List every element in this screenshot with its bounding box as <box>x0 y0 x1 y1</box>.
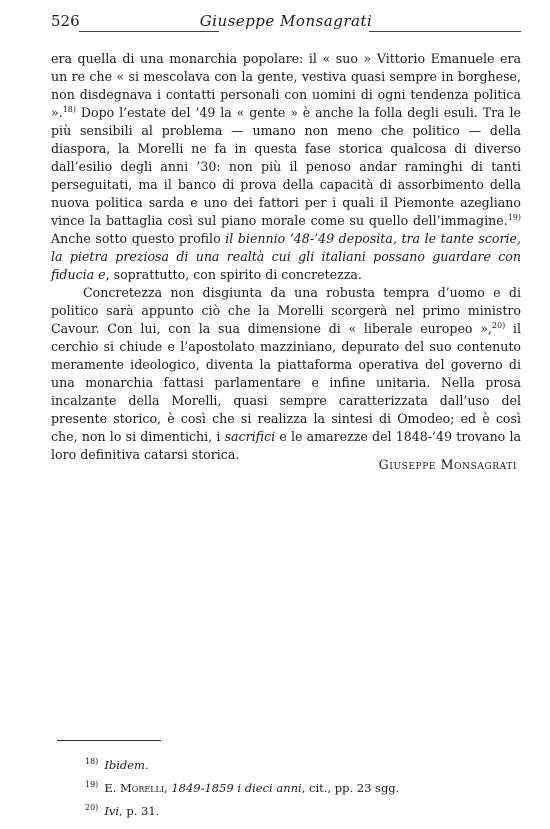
body-text <box>51 50 521 464</box>
footnote-title: 1849-1859 i dieci anni <box>171 781 302 795</box>
text-run: e le amarezze del 1848-’49 trovano la loro definitiva catarsi storica. <box>51 429 521 462</box>
header-rule-right <box>369 31 521 32</box>
paragraph-2 <box>51 284 521 464</box>
text-run: Anche sotto questo profilo <box>51 231 226 246</box>
footnote-number: 20) <box>85 803 99 813</box>
footnotes <box>85 754 505 823</box>
footnote-19 <box>85 777 505 800</box>
footnote-number: 19) <box>85 780 99 790</box>
page-number: 526 <box>51 12 80 30</box>
footnote-18 <box>85 754 505 777</box>
italic-run: sacrifici <box>224 429 276 444</box>
footnote-ref-18[interactable]: 18) <box>62 104 77 114</box>
italic-run: il biennio ’48-’49 deposita, tra le tante scorie, la pietra preziosa di una realtà cui gli italiani possano guardare con fiducia e <box>51 231 521 282</box>
running-head: Giuseppe Monsagrati <box>199 12 373 30</box>
footnote-20 <box>85 800 505 823</box>
footnote-text: , cit., pp. 23 sgg. <box>301 781 400 795</box>
footnote-text: , p. 31. <box>119 804 160 818</box>
footnote-text: Ibidem. <box>104 758 149 772</box>
page-header <box>51 12 521 32</box>
footnote-divider <box>57 740 161 741</box>
footnote-author: Morelli <box>120 781 165 795</box>
text-run: il cerchio si chiude e l’apostolato mazziniano, depurato del suo contenuto meramente ideologico, diventa la piattaforma operativa del governo di una monarchia fattasi parlamentare e infine unitaria. Nella prosa incalzante della Morelli, quasi sempre caratterizzata dall’uso del presente storico, è così che si realizza la sintesi di Omodeo; ed è così che, non lo si dimentichi, i <box>51 321 521 444</box>
text-run: Concretezza non disgiunta da una robusta tempra d’uomo e di politico sarà appunto ciò che la Morelli scorgerà nel primo ministro Cavour. Con lui, con la sua dimensione di « liberale europeo », <box>51 285 521 336</box>
paragraph-1 <box>51 50 521 284</box>
header-rule-left <box>79 31 219 32</box>
text-run: era quella di una monarchia popolare: il « suo » Vittorio Emanuele era un re che « si mescolava con la gente, vestiva quasi sempre in borghese, non disdegnava i contatti personali con uomini di ogni tendenza politica ». <box>51 51 521 120</box>
footnote-text: Ivi <box>104 804 120 818</box>
footnote-text: , <box>164 781 172 795</box>
footnote-number: 18) <box>85 757 99 767</box>
author-signature: Giuseppe Monsagrati <box>378 457 517 472</box>
footnote-ref-20[interactable]: 20) <box>491 320 506 330</box>
footnote-ref-19[interactable]: 19) <box>507 212 521 222</box>
text-run: Dopo l’estate del ’49 la « gente » è anche la folla degli esuli. Tra le più sensibili al problema — umano non meno che politico — della diaspora, la Morelli ne fa in questa fase storica qualcosa di diverso dall’esilio degli anni ’30: non più il penoso andar raminghi di tanti perseguitati, ma il banco di prova della capacità di assorbimento della nuova politica sarda e uno dei fattori per i quali il Piemonte azegliano vince la battaglia così sul piano morale come su quello dell’immagine. <box>51 105 521 228</box>
footnote-text: E. <box>104 781 121 795</box>
text-run: , soprattutto, con spirito di concretezza. <box>105 267 362 282</box>
